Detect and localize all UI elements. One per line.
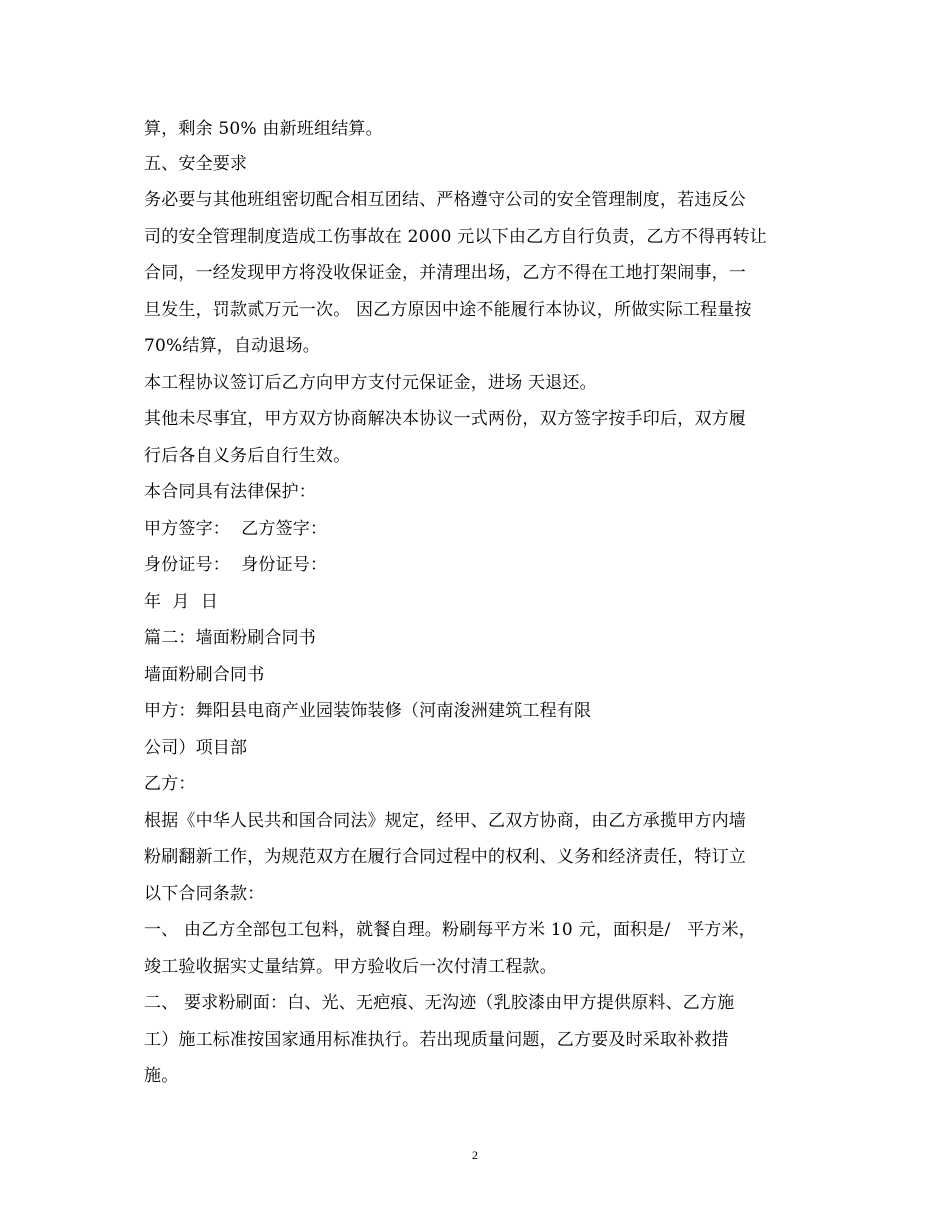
text-line: 旦发生，罚款贰万元一次。 因乙方原因中途不能履行本协议，所做实际工程量按 bbox=[144, 300, 752, 320]
text-line: 根据《中华人民共和国合同法》规定，经甲、乙双方协商，由乙方承揽甲方内墙 bbox=[144, 811, 746, 831]
text-line: 其他未尽事宜，甲方双方协商解决本协议一式两份，双方签字按手印后，双方履 bbox=[144, 409, 746, 429]
text-line: 本工程协议签订后乙方向甲方支付元保证金，进场 天退还。 bbox=[144, 373, 597, 393]
text-line: 本合同具有法律保护： bbox=[144, 482, 316, 502]
text-line: 合同，一经发现甲方将没收保证金，并清理出场，乙方不得在工地打架闹事，一 bbox=[144, 263, 746, 283]
signature-line: 甲方签字： 乙方签字： bbox=[144, 519, 328, 539]
id-number-line: 身份证号： 身份证号： bbox=[144, 555, 328, 575]
text-line: 以下合同条款： bbox=[144, 884, 265, 904]
text-line: 粉刷翻新工作，为规范双方在履行合同过程中的权利、义务和经济责任，特订立 bbox=[144, 847, 746, 867]
text-line: 算，剩余 50% 由新班组结算。 bbox=[144, 119, 383, 139]
section-heading: 篇二：墙面粉刷合同书 bbox=[144, 628, 316, 648]
text-line: 竣工验收据实丈量结算。甲方验收后一次付清工程款。 bbox=[144, 957, 557, 977]
clause-line: 二、 要求粉刷面：白、光、无疤痕、无沟迹（乳胶漆由甲方提供原料、乙方施 bbox=[144, 993, 735, 1013]
clause-line: 一、 由乙方全部包工包料，就餐自理。粉刷每平方米 10 元，面积是/ 平方米， bbox=[144, 920, 756, 940]
text-line: 公司）项目部 bbox=[144, 738, 248, 758]
text-line: 工）施工标准按国家通用标准执行。若出现质量问题，乙方要及时采取补救措 bbox=[144, 1030, 729, 1050]
section-heading: 五、安全要求 bbox=[144, 154, 248, 174]
party-b-line: 乙方： bbox=[144, 774, 196, 794]
text-line: 行后各自义务后自行生效。 bbox=[144, 446, 351, 466]
text-line: 施。 bbox=[144, 1066, 179, 1086]
date-line: 年 月 日 bbox=[144, 592, 219, 612]
text-line: 务必要与其他班组密切配合相互团结、严格遵守公司的安全管理制度，若违反公 bbox=[144, 190, 746, 210]
party-a-line: 甲方：舞阳县电商产业园装饰装修（河南浚洲建筑工程有限 bbox=[144, 701, 592, 721]
page-number: 2 bbox=[472, 1148, 478, 1162]
text-line: 司的安全管理制度造成工伤事故在 2000 元以下由乙方自行负责，乙方不得再转让 bbox=[144, 227, 767, 247]
text-line: 70%结算，自动退场。 bbox=[144, 336, 320, 356]
contract-title: 墙面粉刷合同书 bbox=[144, 665, 265, 685]
